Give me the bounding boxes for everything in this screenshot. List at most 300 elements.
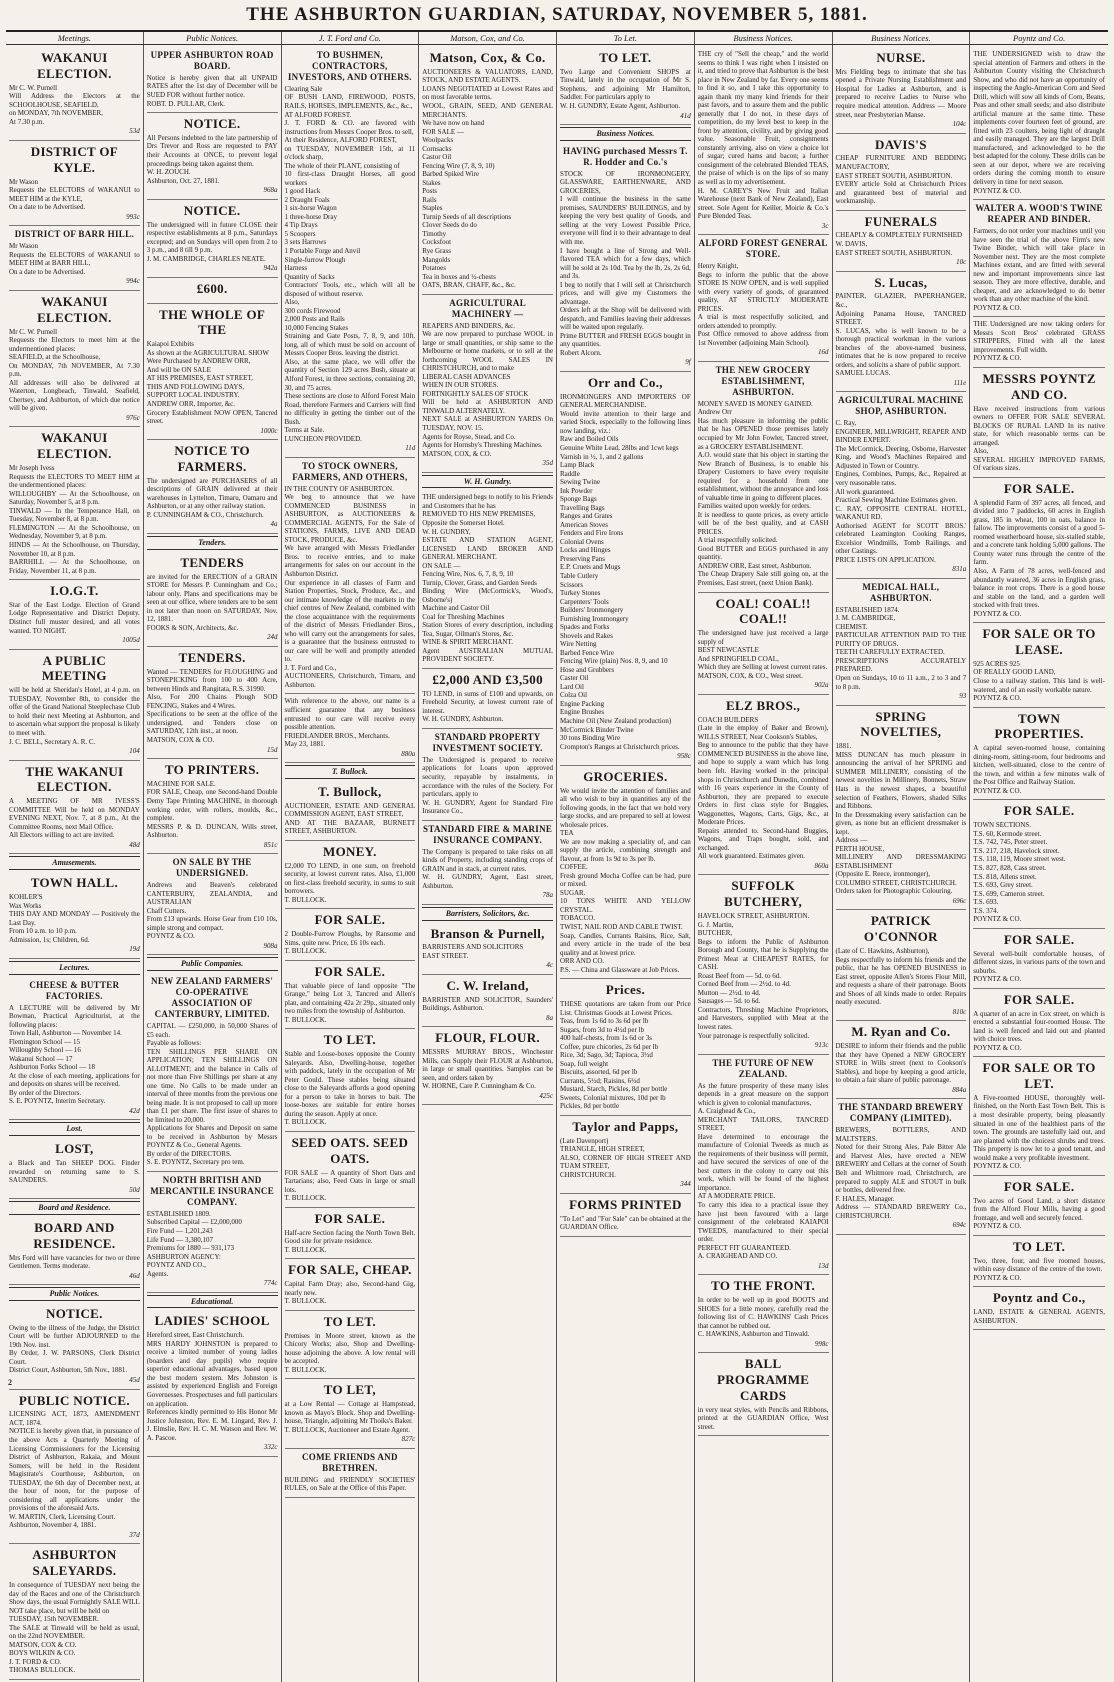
ad-body: IN THE COUNTY OF ASHBURTON. We beg to announce that we have COMMENCED BUSINESS in ASHBURTON, as AUCTIONEERS & COMMERCIAL AGENTS, For the Sale of STATIONS, FARMS, LIVE AND DEAD STOCK, PRODUCE, &c. We have arranged with Messrs Friedlander Bros. to receive entries, and to make arrangements for sales on our account in the Ashburton District. Our experience in all classes of Farm and Station Properties, Stock, Produce, &c., and our intimate knowledge of the markets in the chief centres of New Zealand, combined with the close acquaintance with the requirements of the district of Messrs Friedlander Bros., who will carry out the arrangements for sales, is a guarantee that the business entrusted to our care will be well and promptly attended to. J. T. Ford and Co., AUCTIONEERS, Christchurch, Timaru, and Ashburton. (284, 484, 416, 689)
column-heading: Business Notices. (695, 32, 833, 44)
ad-body: IRONMONGERS AND IMPORTERS OF GENERAL MERCHANDISE. Would invite attention to their large and varied Stock, especially to the following lines now landing, viz.: Raw and Boiled Oils Genuine White Lead, 28lbs and 1cwt kegs Varnish in ½, 1, and 2 gallons Lamp Black Raddle Sewing Twine Ink Powder Sponge Bags Travelling Bags Ranges and Grates American Stoves Fenders and Fire Irons Colonial Ovens Locks and Hinges Preserving Pans E.P. Cruets and Mugs Table Cutlery Scissors Turkey Stones Carpenters' Tools Builders' Ironmongery Furnishing Ironmongery Spades and Forks Shovels and Rakes Wire Netting Barbed Fence Wire Fencing Wire (plain) Nos. 8, 9, and 10 Hose and Grubbers Caster Oil Lard Oil Colza Oil Engine Packing Engine Brushes Machine Oil (New Zealand production) McCormick Binder Twine 30 tons Binding Wire Crompton's Ranges at Christchurch prices. (560, 392, 691, 751)
ad-reference-code: 908a (263, 941, 278, 950)
advertisement (698, 1055, 829, 1276)
ad-body: Mr Joseph Ivess Requests the ELECTORS TO MEET HIM at the undermentioned places: WILLOUGHBY — At the Schoolhouse, on Saturday, November 5, at 8 p.m. TINWALD — In the Temperance Hall, on Tuesday, November 8, at 8 p.m. FLEMINGTON — At the Schoolhouse, on Wednesday, November 9, at 8 p.m. HINDS — At the Schoolhouse, on Thursday, November 10, at 8 p.m. BARRHILL — At the Schoolhouse, on Friday, November 11, at 8 p.m. (9, 464, 140, 575)
ad-body: In order to be well up in good BOOTS and SHOES for a little money, carefully read the following list of C. HAWKINS' Cash Prices that cannot be rubbed out. C. HAWKINS, Ashburton and Tinwald. (697, 1296, 829, 1339)
advertisement (285, 1449, 416, 1498)
ad-body: THE cry of "Sell the cheap," and the world seems to think I was right when I insisted on it, and tried to prove that Ashburton is the best place in New Zealand by far. Every one seems to find it so, and I take this opportunity to again thank my many kind friends for their past favors, and to assure them and the public generally that I do not, in these days of competition, do my level best to keep in the front by attention, civility, and by giving good value. Seasonable Fruit, consignments constantly arriving, also on view a choice lot of sugar; cured hams and bacon; a further consignment of the celebrated Blended TEAS, the praise of which is on the lips of so many as well as in my advertisement. H. M. CAREY'S New Fruit and Italian Warehouse (next Bank of New Zealand), East street. Sole Agent for Keiller, Moirie & Co.'s Pure Blended Teas. (697, 50, 829, 221)
section-heading: Educational. (147, 1295, 278, 1309)
ad-reference-code: 16d (818, 348, 829, 357)
advertisement (698, 593, 829, 695)
ad-body: Kaiapoi Exhibits As shown at the AGRICULTURAL SHOW Were Purchased by ANDREW ORR, And will be ON SALE AT HIS PREMISES, EAST STREET, THIS AND FOLLOWING DAYS, SUPPORT LOCAL INDUSTRY. ANDREW ORR, Importer, &c. Grocery Establishment NOW OPEN, Tancred street. (146, 340, 278, 426)
advertisement (973, 317, 1105, 368)
ad-heading: TO BUSHMEN, CONTRACTORS, INVESTORS, AND OTHERS. (287, 50, 412, 82)
ad-reference-code: 46d (129, 1271, 140, 1280)
section-heading: Lectures. (9, 961, 140, 975)
ad-heading: £2,000 AND £3,500 (432, 672, 543, 688)
column-heading: Poyntz and Co. (1013, 33, 1066, 43)
advertisement (9, 1544, 140, 1680)
ad-reference-code: 976c (126, 413, 140, 422)
advertisement (147, 759, 278, 854)
ad-body: CHEAPLY & COMPLETELY FURNISHED W. DAVIS, EAST STREET SOUTH, ASHBURTON. (835, 231, 963, 257)
ad-reference-code: 10c (956, 258, 967, 267)
advertisement (9, 1138, 140, 1199)
ad-heading: Prices. (605, 982, 646, 998)
ad-body: Premises in Moore street, known as the Chicory Works; also, Shop and Dwelling-house adjoining the above. A low rental will be accepted. T. BULLOCK. (284, 1331, 416, 1374)
ad-reference-code: 45d (129, 1376, 140, 1384)
ad-body: Mr Wason Requests the ELECTORS of WAKANUI to MEET HIM at the KYLE, On a date to be Advertised. (9, 177, 140, 212)
ad-heading: THE STANDARD BREWERY COMPANY (LIMITED). (838, 1102, 964, 1124)
ad-heading: T. Bullock, (318, 783, 382, 799)
ad-heading: FOR SALE. (1003, 1178, 1075, 1194)
ad-heading: HAVING purchased Messrs T. R. Hodder and Co.'s (563, 145, 688, 167)
ad-heading: NOTICE TO FARMERS. (174, 443, 250, 474)
ad-heading: MEDICAL HALL, ASHBURTON. (862, 581, 940, 603)
advertisement (285, 909, 416, 960)
ad-heading: MONEY. (323, 843, 377, 859)
advertisement (147, 440, 278, 534)
section-heading: Public Notices. (9, 1287, 140, 1301)
ad-heading: ALFORD FOREST GENERAL STORE. (698, 238, 828, 260)
advertisement (973, 47, 1105, 200)
ad-reference-code: 53d (129, 127, 140, 136)
section-heading: Barristers, Solicitors, &c. (422, 907, 553, 921)
ad-heading: TO LET. (1013, 1238, 1066, 1254)
ad-body: Mr C. W. Purnell Will Address the Electors at the SCHOOLHOUSE, SEAFIELD, on MONDAY, 7th NOVEMBER, At 7.30 p.m. (9, 83, 140, 126)
ad-body: STOCK OF IRONMONGERY, GLASSWARE, EARTHENWARE, AND GROCERIES, I will continue the business in the same premises, SAUNDERS' BUILDINGS, and by keeping the very best quality of Goods, and selling at the very Lowest Possible Price, everyone will find it to their advantage to deal with me. I have bought a line of Strong and Well-flavored TEA which for a few days, which will be sold at 2s 10d. Tea by the lb, 2s, 2s 6d, and 3s. I beg to notify that I will sell at Christchurch prices, and will give my Customers the advantage. Orders left at the Shop will be delivered with despatch, and Families leaving their addresses will be waited upon regularly. Prime BUTTER and FRESH EGGS bought in any quantities. Robert Alcorn. (560, 169, 691, 357)
ad-body: LAND, ESTATE & GENERAL AGENTS, ASHBURTON. (973, 1308, 1105, 1325)
ad-reference-code: 41d (680, 111, 691, 120)
advertisement (147, 113, 278, 200)
ad-body: ESTABLISHED 1809. Subscribed Capital — £2,000,000 Fire Fund — 1,201,243 Life Fund — 3,380,107 Premiums for 1880 — 931,173 ASHBURTON AGENCY: POYNTZ AND CO., Agents. (146, 1209, 242, 1278)
ad-body: C. Ray, ENGINEER, MILLWRIGHT, REAPER AND BINDER EXPERT. The McCormick, Deering, Osborne, Harvester King, and Wood's Machines Repaired and Adjusted in Town or Country. Engines, Combines, Pumps, &c., Repaired at very reasonable rates. All work guaranteed. Practical Sewing Machine Estimates given. C. RAY, OPPOSITE CENTRAL HOTEL, WAKANUI RD. Authorised AGENT for SCOTT BROS.' celebrated Leamington Cooking Ranges, Excelsior Windmills, Tomb Railings, and other Castings. PRICE LISTS ON APPLICATION. (835, 419, 967, 564)
ad-reference-code: 913c (814, 1041, 829, 1050)
ad-heading: NOTICE. (183, 116, 241, 132)
ad-reference-code: 884a (952, 1085, 967, 1094)
ad-body: With reference to the above, our name is a sufficient guarantee that any business entrusted to our care will receive every possible attention. FRIEDLANDER BROS., Merchants. May 23, 1881. (284, 697, 416, 749)
ad-reference-code: 968a (263, 186, 278, 195)
ad-heading: TO PRINTERS. (164, 762, 260, 778)
advertisement (9, 1303, 140, 1390)
ad-heading: Taylor and Papps, (572, 1118, 679, 1134)
advertisement (422, 490, 553, 669)
ad-body: BARRISTERS AND SOLICITORS EAST STREET. (422, 943, 524, 960)
ad-body: Henry Knight, Begs to inform the public that the above STORE IS NOW OPEN, and is well supplied with every variety of goods, of guaranteed quality, AT STRICTLY MODERATE PRICES. A trial is most respectfully solicited, and orders attended to promptly. Post Office removed to above address from 1st November (adjoining Main School). (697, 262, 829, 347)
ad-reference-code: 860a (814, 861, 829, 870)
ad-body: Two Large and Convenient SHOPS at Tinwald, lately in the occupation of Mr S. Stephens, and adjoining Mr Hamilton, Saddler. For particulars apply to W. H. GUNDRY, Estate Agent, Ashburton. (560, 67, 691, 110)
ad-body: A capital seven-roomed house, containing dining-room, sitting-room, four bedrooms and kitchen, well-situated, close to the centre of the town, and within a few minutes walk of the Post Office and Railway Station. POYNTZ & CO. (973, 744, 1105, 795)
advertisement (147, 200, 278, 278)
column-heading: Public Notices. (144, 32, 282, 44)
ad-body: "To Let" and "For Sale" can be obtained at the GUARDIAN Office. (560, 1214, 691, 1232)
advertisement (285, 1311, 416, 1380)
advertisement (973, 1236, 1105, 1287)
column-3 (282, 45, 420, 1682)
ad-heading: FOR SALE. (1003, 931, 1075, 947)
section-heading: Public Companies. (147, 957, 278, 971)
ad-heading: NOTICE. (46, 1305, 103, 1321)
advertisement (836, 706, 967, 911)
ad-reference-code: 4c (546, 961, 553, 970)
ad-body: are invited for the ERECTION of a GRAIN STORE for Messrs P. Cunningham and Co.; labour only. Plans and specifications may be seen at our office, where tenders are to be sent in not later than noon on SATURDAY, Nov. 12, 1881. FOOKS & SON, Architects, &c. (146, 572, 278, 632)
ad-heading: TO LET. (323, 1032, 376, 1048)
ad-heading: FOR SALE, CHEAP. (288, 1262, 412, 1278)
ad-reference-code: 851c (263, 840, 278, 849)
ad-reference-code: 19d (129, 945, 140, 954)
advertisement (560, 372, 691, 766)
advertisement (836, 47, 967, 134)
ad-heading: FLOUR, FLOUR. (435, 1030, 540, 1046)
ad-body: LICENSING ACT, 1873, AMENDMENT ACT, 1874. NOTICE is hereby given that, in pursuance of the above Acts a Quarterly Meeting of Licensing Commissioners for the Licensing District of Ashburton, Rakaia, and Mount Somers, will be held in the Resident Magistrate's Courthouse, Ashburton, on TUESDAY, the 6th day of December next, at the hour of noon, for the purpose of considering all applications under the provisions of the aforesaid Acts. W. MARTIN, Clerk, Licensing Court. Ashburton, November 4, 1881. (9, 1410, 140, 1530)
ad-body: Half-acre Section facing the North Town Belt. Good site for private residence. T. BULLOCK. (284, 1228, 416, 1254)
advertisement (9, 977, 140, 1121)
ad-heading: SPRING NOVELTIES, (860, 708, 942, 740)
ad-reference-code: 902a (814, 681, 829, 690)
ad-heading: TENDERS (180, 554, 244, 570)
ad-body: HAVELOCK STREET, ASHBURTON. G. J. Martin, BUTCHER, Begs to inform the Public of Ashburton Borough and County, that he is Supplying the Primest Meat at CHEAPEST RATES, for CASH. Roast Beef from — 5d. to 6d. Corned Beef from — 2½d. to 4d. Mutton — 2½d. to 4d. Sausages — 5d. to 6d. Contractors, Threshing Machine Proprietors, and Harvesters, supplied with Meat at the lowest rates. Your patronage is respectfully solicited. (697, 912, 829, 1040)
ad-reference-code: 810c (952, 1007, 967, 1016)
column-heading: Matson, Cox, and Co. (419, 32, 557, 44)
ad-heading: Orr and Co., (587, 374, 663, 390)
ad-body: Two acres of Good Land, a short distance from the Alford Flour Mills, having a good frontage, and well and securely fenced. POYNTZ & CO. (973, 1196, 1105, 1231)
advertisement (973, 1176, 1105, 1236)
ad-body: CAPITAL — £250,000, in 50,000 Shares of £5 each. Payable as follows: TEN SHILLINGS PER SHARE ON APPLICATION; TEN SHILLINGS ON ALLOTMENT; and the balance in Calls of not more than Five Shillings per share at any one time. No Calls to be made under an interval of three months from the previous one being made. It is not proposed to call up more than £1 per share. The first issue of shares to be limited to 20,000. Applications for Shares and Deposit on same to be received in Ashburton by Messrs POYNTZ & Co., General Agents. By order of the DIRECTORS. S. E. POYNTZ, Secretary pro tem. (146, 1021, 278, 1167)
ad-body: BUILDING and FRIENDLY SOCIETIES' RULES, on Sale at the Office of this Paper. (284, 1475, 416, 1493)
ad-body: ESTABLISHED 1874. J. M. CAMBRIDGE, CHEMIST. PARTICULAR ATTENTION PAID TO THE PURITY OF DRUGS. TEETH CAREFULLY EXTRACTED. PRESCRIPTIONS ACCURATELY PREPARED. Open on Sundays, 10 to 11 a.m., 2 to 3 and 7 to 8 p.m. (835, 605, 967, 691)
advertisement (285, 1379, 416, 1449)
ad-reference-code: 1000c (260, 426, 278, 435)
ad-heading: THE NEW GROCERY ESTABLISHMENT, ASHBURTON. (715, 364, 811, 397)
ad-reference-code: 104 (129, 747, 140, 756)
advertisement (560, 766, 691, 980)
ad-body: Have received instructions from various owners to OFFER FOR SALE SEVERAL BLOCKS OF RURAL LAND In its native state, for which reasonable terms can be arranged. Also, SEVERAL HIGHLY IMPROVED FARMS, Of various sizes. (973, 404, 1105, 473)
ad-reference-code: 48d (129, 840, 140, 849)
advertisement (698, 1275, 829, 1353)
ad-reference-code: 4a (270, 520, 278, 529)
ad-heading: AGRICULTURAL MACHINE SHOP, ASHBURTON. (838, 395, 964, 417)
ad-heading: Poyntz and Co., (992, 1290, 1086, 1306)
ad-body: CHEAP FURNITURE AND BEDDING MANUFACTORY, EAST STREET SOUTH, ASHBURTON. EVERY article Sold at Christchurch Prices and guaranteed best of material and workmanship. (835, 154, 967, 206)
column-headings (6, 32, 1108, 45)
ad-body: Mrs Ford will have vacancies for two or three Gentlemen. Terms moderate. (9, 1253, 140, 1271)
ad-body: Two, three, four, and five roomed houses, within easy distance of the centre of the town. POYNTZ & CO. (973, 1256, 1105, 1282)
ad-reference-code: 37d (129, 1530, 140, 1539)
ad-heading: DISTRICT OF BARR HILL. (14, 229, 134, 240)
ad-heading: FOR SALE. (1003, 803, 1075, 819)
advertisement (422, 975, 553, 1027)
advertisement (285, 1029, 416, 1132)
column-8 (970, 45, 1108, 1682)
ad-body: Mr Wason Requests the ELECTORS of WAKANUI to MEET HIM at BARR HILL, On a date to be Advertised. (9, 242, 140, 276)
ad-heading: TO STOCK OWNERS, FARMERS, AND OTHERS, (292, 460, 408, 482)
ad-heading: ELZ BROS., (726, 697, 801, 713)
ad-body: PAINTER, GLAZIER, PAPERHANGER, &c., Adjoining Panama House, TANCRED STREET. S. LUCAS, who is well known to be a thorough practical workman in the various branches of the above-named business, intimates that he is now prepared to receive orders, and solicits a share of public support. SAMUEL LUCAS. (835, 292, 967, 378)
column-heading: J. T. Ford and Co. (282, 32, 420, 44)
ad-body: at a Low Rental — Cottage at Hampstead, known as Mayo's Block. Shop and Dwelling-house, Triangle, adjoining Mr Thoiks's Baker. T. BULLOCK, Auctioneer and Estate Agent. (284, 1400, 416, 1434)
ad-body: MACHINE FOR SALE. FOR SALE, Cheap, one Second-hand Double Demy Tape Printing MACHINE, in thorough working order, with rollers, moulds, &c., complete. MESSRS P. & D. DUNCAN, Wills street, Ashburton. (146, 779, 278, 840)
ad-reference-code: 831a (952, 565, 967, 574)
ad-body: THE Undersigned are now taking orders for Messrs Scott Bros' celebrated GRASS STRIPPERS, Fitted with all the latest improvements. Full width. POYNTZ & CO. (973, 320, 1105, 363)
ad-body: That valuable piece of land opposite "The Grange," being Lot 3, Tancred and Allen's plan, and containing 42a 2r 29p., situated only two miles from the township of Ashburton. T. BULLOCK. (284, 981, 416, 1024)
ad-body: AUCTIONEER, ESTATE AND GENERAL COMMISSION AGENT, EAST STREET, AND AT THE BAZAAR, BURNETT STREET, ASHBURTON. (284, 801, 416, 836)
advertisement (285, 1208, 416, 1259)
ad-reference-code: 111e (953, 378, 967, 387)
ad-reference-code: 994c (126, 277, 140, 286)
ad-body: Capital Farm Dray; also, Second-hand Gig, nearly new. T. BULLOCK. (284, 1280, 416, 1306)
advertisement (285, 694, 416, 763)
ad-body: Mrs Fielding begs to intimate that she has opened a Private Nursing Establishment and Hospital for Ladies at Ashburton, and is prepared to receive Ladies to Nurse who require medical attention. Address — Moore street, near Presbyterian Manse. (835, 67, 967, 119)
ad-heading: PATRICK O'CONNOR (863, 913, 938, 945)
ad-body: MESSRS MURRAY BROS., Winchester Mills, can Supply their FLOUR at Ashburton, in large or small quantities. Samples can be seen, and orders taken by W. HORNE, Care P. Cunningham & Co. (422, 1048, 553, 1091)
section-heading: T. Bullock. (285, 765, 416, 779)
ad-body: 2 Double-Furrow Ploughs, by Ransome and Sims, quite new. Price, £6 10s each. T. BULLOCK. (284, 930, 416, 956)
advertisement (836, 910, 967, 1021)
ad-heading: PUBLIC NOTICE. (18, 1392, 130, 1408)
ad-heading: £600. (196, 280, 228, 296)
advertisement (698, 875, 829, 1054)
ad-reference-code: 774c (263, 1279, 278, 1288)
ad-body: The undersigned will in future CLOSE their respective establishments at 8 p.m., Saturdays excepted; and on Sundays will open from 2 to 3 p.m., and 8 till 9 p.m. J. M. CAMBRIDGE, CHARLES NEATE. (146, 220, 278, 263)
columns (6, 45, 1108, 1675)
advertisement (147, 552, 278, 647)
advertisement (560, 1116, 691, 1194)
column-4 (419, 45, 557, 1682)
ad-heading: COME FRIENDS AND BRETHREN. (301, 1451, 398, 1473)
ad-body: Hereford street, East Christchurch. MRS HARDY JOHNSTON is prepared to receive a limited number of young ladies (boarders and day pupils) who require superior educational advantages, based upon the best modern system. Mrs Johnston is assisted by experienced English and Foreign Governesses. Prospectuses and full particulars on application. References kindly permitted to His Honor Mr Justice Johnston, Rev. E. M. Lingard, Rev. J. J. Elmslie, Rev. H. C. M. Watson and Rev. W. A. Pascoe. (146, 1331, 278, 1442)
ad-heading: WALTER A. WOOD'S TWINE REAPER AND BINDER. (975, 203, 1103, 224)
ad-heading: FOR SALE. (314, 912, 386, 928)
ad-heading: STANDARD FIRE & MARINE INSURANCE COMPANY. (423, 823, 553, 845)
advertisement (285, 841, 416, 910)
ad-reference-code: 942a (263, 264, 278, 273)
advertisement (422, 729, 553, 821)
ad-heading: TOWN HALL. (30, 875, 119, 891)
ad-heading: NEW ZEALAND FARMERS' CO-OPERATIVE ASSOCIATION OF CANTERBURY, LIMITED. (151, 976, 274, 1019)
ad-heading: WAKANUI ELECTION. (37, 430, 112, 462)
advertisement (973, 1287, 1105, 1330)
ad-body: Mr C. W. Purnell Requests the Electors to meet him at the undermentioned places: SEAFIELD, at the Schoolhouse, On MONDAY, 7th NOVEMBER, At 7.30 p.m. All addresses will also be delivered at Waterton, Longbeach, Tinwald, Seafield, Chertsey, and Ashburton, of which due notice will be given. (9, 327, 140, 413)
ad-heading: TENDERS. (178, 649, 246, 665)
ad-body: Stable and Loose-boxes opposite the County Saleyards. Also, Dwelling-house, together with paddock, lately in the occupation of Mr Peter Gould. These stables being situated close to the Saleyards affords a good opening for a person to take in horses to bait. The loose-boxes are suitable for entire horses during the season. Apply at once. T. BULLOCK. (284, 1050, 416, 1127)
section-heading: Tenders. (147, 536, 278, 550)
advertisement (422, 295, 553, 473)
ad-heading: BALL PROGRAMME CARDS (717, 1356, 810, 1403)
advertisement (422, 821, 553, 905)
advertisement (9, 1390, 140, 1545)
advertisement (973, 200, 1105, 317)
ad-body: The Company is prepared to take risks on all kinds of Property, including standing crops of GRAIN and in stack, at current rates. W. H. GUNDRY, Agent, East street, Ashburton. (422, 847, 553, 890)
masthead: THE ASHBURTON GUARDIAN, SATURDAY, NOVEMBER 5, 1881. (6, 0, 1108, 32)
ad-body: Owing to the illness of the Judge, the District Court will be further ADJOURNED to the 19th Nov. inst. By Order, J. W. PARSONS, Clerk District Court. District Court, Ashburton, 5th Nov., 1881. (9, 1323, 140, 1375)
advertisement (285, 1132, 416, 1208)
ad-heading: NOTICE. (183, 202, 241, 218)
advertisement (973, 989, 1105, 1058)
advertisement (422, 47, 553, 295)
ad-heading: STANDARD PROPERTY INVESTMENT SOCIETY. (432, 732, 543, 753)
advertisement (698, 1353, 829, 1436)
ad-body: A LECTURE will be delivered by Mr Bowman, Practical Agriculturist, at the following places: Town Hall, Ashburton — November 14. Flemington School — 15 Willoughby School — 16 Wakanui School — 17 Ashburton Forks School — 18 At the close of each meeting, applications for and deposits on shares will be received. By order of the Directors. S. E. POYNTZ, Interim Secretary. (9, 1003, 140, 1106)
ad-heading: FOR SALE. (1003, 480, 1075, 496)
ad-body: KOHLER'S Wax Works THIS DAY AND MONDAY — Positively the Last Day. From 10 a.m. to 10 p.m. Admission, 1s; Children, 6d. (9, 893, 140, 944)
advertisement (9, 47, 140, 141)
advertisement (698, 47, 829, 235)
advertisement (836, 134, 967, 211)
advertisement (836, 1099, 967, 1234)
column-7 (833, 45, 971, 1682)
ad-body: Clearing Sale OF BUSH LAND, FIREWOOD, POSTS, RAILS, HORSES, IMPLEMENTS, &c., &c., AT ALFORD FOREST. J. T. FORD & CO. are favored with instructions from Messrs Cooper Bros. to sell, At their Residence, ALFORD FOREST, on TUESDAY, NOVEMBER 15th, at 11 o'clock sharp, The whole of their PLANT, consisting of 10 first-class Draught Horses, all good workers 1 good Hack 2 Draught Foals 1 six-horse Wagon 1 three-horse Dray 4 Tip Drays 5 Scoopers 3 sets Harrows 1 Portable Forge and Anvil Single-furrow Plough Harness Quantity of Sacks Contractors' Tools, etc., which will all be disposed of without reserve. Also, 300 cords Firewood 2,000 Posts and Rails 10,000 Fencing Stakes Straining and Gate Posts, 7, 8, 9, and 10ft. long, all of which must be sold on account of Messrs Cooper Bros. leaving the district. Also, at the same place, we will offer the quantity of Section 129 acres Bush, situate at Alford Forest, in three sections, containing 20, 30, and 75 acres. These sections are close to Alford Forest Main Road, therefore Farmers and Carriers will find no difficulty in getting the timber out of the Bush. Terms at Sale. LUNCHEON PROVIDED. (284, 84, 416, 443)
advertisement (698, 362, 829, 593)
ad-body: Star of the East Lodge. Election of Grand Lodge Representative and District Deputy. Distinct full muster desired, and all votes wanted. TO NIGHT. (9, 600, 140, 635)
ad-heading: AGRICULTURAL MACHINERY — (449, 297, 527, 319)
ad-heading: Branson & Purnell, (430, 925, 545, 941)
ad-body: 1881. MISS DUNCAN has much pleasure in announcing the arrival of her SPRING and SUMMER MILLINERY, consisting of the newest novelties in Millinery, Bonnets, Straw Hats in the newest shapes, a beautiful selection of Feathers, Flowers, shaded Silks and Ribbons. In the Dressmaking every satisfaction can be given, as none but an efficient dressmaker is kept. Address — PERTH HOUSE, MILLINERY AND DRESSMAKING ESTABLISHMENT (Opposite E. Reece, ironmonger), COLUMBO STREET, CHRISTCHURCH. Orders taken for Photographic Colouring. (835, 742, 967, 896)
ad-body: Farmers, do not order your machines until you have seen the trial of the above Firm's new Twine Binder, which will take place in November next. They are the most complete Machines extant, and are fitted with several new and important improvements since last season. They are more effective, durable, and cheaper, and are acknowledged to do better work than any other machine of the kind. POYNTZ & CO. (973, 226, 1105, 312)
ad-reference-code: 15d (267, 745, 278, 754)
ad-reference-code: 425c (539, 1091, 553, 1100)
ad-body: DESIRE to inform their friends and the public that they have Opened a NEW GROCERY STORE in Wills street (next to Cookson's Stables), and hope by keeping a good article, to obtain a fair share of public patronage. (835, 1042, 967, 1085)
ad-heading: TO THE FRONT. (711, 1278, 816, 1294)
ad-heading: THE WAKANUI ELECTION. (25, 763, 124, 795)
ad-reference-code: 332c (263, 1443, 278, 1452)
ad-body: Andrews and Beaven's celebrated CANTERBURY, ZEALANDIA, and AUSTRALIAN Chaff Cutters. From £13 upwards. Horse Gear from £10 10s, simple strong and compact. POYNTZ & CO. (146, 881, 278, 941)
ad-reference-code: 78a (542, 891, 553, 900)
ad-body: TO LEND, in sums of £100 and upwards, on Freehold Security, at lowest current rate of interest. W. H. GUNDRY, Ashburton. (422, 689, 553, 724)
advertisement (147, 304, 278, 441)
ad-body: A Five-roomed HOUSE, thoroughly well-finished, on the North East Town Belt. This is a most desirable property, being pleasantly situated in one of the healthiest parts of the town. The grounds are tastefully laid out, and are planted with the choicest shrubs and trees. This property is now let to a good tenant, and would make a very profitable investment. POYNTZ & CO. (973, 1093, 1105, 1171)
ad-reference-code: 993c (126, 212, 140, 221)
advertisement (560, 1194, 691, 1237)
ad-body: THESE quotations are taken from our Price List. Christmas Goods at Lowest Prices. Teas, from 1s 6d to 3s 6d per lb Sugars, from 3d to 4½d per lb 400 half-chests, from 1s 6d or 3s Coffee, pure chicories, 2s 6d per lb Rice, 3d; Sago, 3d; Tapioca, 3½d Soap, full weight Biscuits, assorted, 6d per lb Currants, 5½d; Raisins, 6½d Mustard, Starch, Pickles, 8d per bottle Sweets, Colonial mixtures, 10d per lb Pickles, 8d per bottle (560, 1000, 691, 1111)
ad-body: (Late Davenport) TRIANGLE, HIGH STREET, ALSO, CORNER OF HIGH STREET AND TUAM STREET, CHRISTCHURCH. (560, 1136, 691, 1179)
ad-reference-code: 3c (821, 221, 829, 230)
ad-body: £2,000 TO LEND, in one sum, on freehold security, at lowest current rates. Also, £1,000 on first-class freehold security, in sums to suit borrowers. T. BULLOCK. (284, 861, 416, 904)
ad-reference-code: 35d (542, 459, 553, 468)
ad-body: BREWERS, BOTTLERS, AND MALTSTERS. Noted for their Strong Ales, Pale Bitter Ale and Harvest Ales, have erected a NEW BREWERY and Cellars at the corner of South Belt and Whitmore road, Christchurch, are prepared to supply ALE and STOUT in bulk or bottles, delivered free. F. HALES, Manager. Address — STANDARD BREWERY Co., CHRISTCHURCH. (835, 1126, 967, 1220)
ad-heading: LOST, (55, 1141, 94, 1157)
column-heading: Business Notices. (833, 32, 971, 44)
ad-body: AUCTIONEERS & VALUATORS, LAND, STOCK, AND ESTATE AGENTS. LOANS NEGOTIATED at Lowest Rates and on most favorable terms. WOOL, GRAIN, SEED, AND GENERAL MERCHANTS. We have now on hand FOR SALE — Woolpacks Cornsacks Castor Oil Fencing Wire (7, 8, 9, 10) Barbed Spiked Wire Stakes Posts Rails Staples Turnip Seeds of all descriptions Clover Seeds do do Timothy Cocksfoot Rye Grass Mangolds Potatoes Tea in boxes and ½-chests OATS, BRAN, CHAFF, &c., &c. (422, 67, 553, 290)
ad-heading: TO LET. (323, 1313, 376, 1329)
ad-heading: FOR SALE OR TO LEASE. (982, 626, 1096, 658)
ad-body: THE UNDERSIGNED wish to draw the special attention of Farmers and others in the Ashburton County visiting the Christchurch Show, and who did not have an opportunity of inspecting the Anglo-American Corn and Seed Drill, which will sow all kinds of Corn, Beans, Peas and other small seeds; and also distribute artificial manure at the same time. These implements cover fourteen feet of ground, are fitted with 23 coulters, being light of draught and easily managed. They are the largest Drill manufactured, and acknowledged to be the best adapted for the colony. These drills can be seen at our depot, where we are receiving orders during the coming month to ensure delivery in time for next season. POYNTZ & CO. (973, 50, 1105, 195)
advertisement (9, 580, 140, 650)
ad-heading: UPPER ASHBURTON ROAD BOARD. (150, 50, 274, 71)
ad-body: will be held at Sheridan's Hotel, at 4 p.m. on TUESDAY, November 8th, to consider the offer of the Grand National Steeplechase Club to hold their next Meeting at Ashburton, and to ascertain what support the proposal is likely to meet with. J. C. BELL, Secretary A. R. C. (9, 686, 140, 746)
ad-body: MONEY SAVED IS MONEY GAINED. Andrew Orr Has much pleasure in informing the public that he has OPENED those premises lately occupied by Mr John Fowler, Tancred street, as a GROCERY ESTABLISHMENT. A.O. would state that his object in starting the New Branch of Business, is to enable his Drapery Customers to have every requisite required for a household from one establishment, without the annoyance and loss of valuable time in going to different places. Families waited upon weekly for orders. It is needless to quote prices, as every article will be of the best quality, and at CASH PRICES. A trial respectfully solicited. Good BUTTER and EGGS purchased in any quantity. ANDREW ORR, East street, Ashburton. The Cheap Drapery Sale still going on, at the Premises, East street, (next Union Bank). (697, 399, 829, 587)
ad-reference-code: 998c (814, 1339, 829, 1348)
advertisement (698, 695, 829, 875)
ad-heading: NURSE. (876, 50, 926, 65)
ad-heading: SEED OATS. SEED OATS. (291, 1135, 409, 1166)
ad-body: As the future prosperity of these many isles depends in a great measure on the support which is given to colonial manufactures, A. Craighead & Co., MERCHANT TAILORS, TANCRED STREET, Have determined to encourage the manufacture of Colonial Tweeds as much as the requirements of their business will permit, and have secured the services of one of the best cutters in the colony to carry out this work, which will be found of the highest importance. AT A MODERATE PRICE. To carry this idea to a practical issue they have just been favoured with a large consignment of the celebrated KAIAPOI TWEEDS, manufactured to their special order. PERFECT FIT GUARANTEED. A. CRAIGHEAD AND CO. (697, 1081, 829, 1261)
advertisement (973, 478, 1105, 623)
ad-body: Wanted — TENDERS for FLOUGHING and STONEPICKING from 100 to 400 Acre, between Hinds and Rangitata, R.S. 31990. Also, For 200 Chains Plough SOD FENCING, Stakes and 4 Wires. Specifications to be seen at the office of the undersigned, and Tenders close on SATURDAY, 12th inst., at noon. MATSON, COX & CO. (146, 667, 278, 744)
ad-heading: DAVIS'S (875, 136, 927, 152)
advertisement (836, 211, 967, 272)
ad-body: A quarter of an acre in Cox street, on which is erected a substantial four-roomed House. The land is well fenced and laid out and planted with choice trees. POYNTZ & CO. (973, 1009, 1105, 1052)
ad-heading: FORMS PRINTED (569, 1197, 682, 1213)
advertisement (147, 647, 278, 759)
advertisement (560, 979, 691, 1116)
advertisement (285, 961, 416, 1030)
advertisement (9, 141, 140, 226)
advertisement (973, 708, 1105, 801)
column-2 (144, 45, 282, 1682)
advertisement (147, 1172, 278, 1293)
ad-reference-code: 694c (952, 1221, 967, 1230)
advertisement (147, 854, 278, 955)
ad-heading: TO LET. (599, 50, 652, 65)
advertisement (9, 1217, 140, 1285)
ad-body: a Black and Tan SHEEP DOG. Finder rewarded on returning same to S. SAUNDERS. (9, 1159, 140, 1185)
advertisement (9, 427, 140, 580)
advertisement (285, 458, 416, 695)
ad-heading: FOR SALE. (314, 963, 386, 979)
advertisement (973, 929, 1105, 989)
advertisement (836, 272, 967, 393)
ad-reference-code: 13d (818, 1261, 829, 1270)
ad-body: Several well-built comfortable houses, of different sizes, in various parts of the town and suburbs. POYNTZ & CO. (973, 949, 1105, 984)
ad-reference-code: 42d (129, 1106, 140, 1115)
advertisement (147, 278, 278, 304)
ad-body: The undersigned are PURCHASERS of all descriptions of GRAIN delivered at their warehouses in Lyttelton, Timaru, Oamaru and Ashburton, or at any other railway station. P. CUNNINGHAM & CO., Christchurch. (146, 476, 278, 519)
ad-body: A MEETING OF MR IVESS'S COMMITTEE Will be held on MONDAY EVENING NEXT, Nov. 7, at 8 p.m., At the Committee Rooms, next Mail Office. All Electors willing to act are invited. (9, 797, 140, 840)
section-heading: Lost. (9, 1122, 140, 1136)
ad-reference-code: 9f (685, 358, 691, 367)
ad-reference-code: 93 (959, 692, 967, 701)
ad-heading: I.O.G.T. (50, 583, 99, 599)
ad-heading: A PUBLIC MEETING (41, 652, 107, 684)
advertisement (836, 1021, 967, 1099)
ad-heading: FOR SALE OR TO LET. (982, 1060, 1096, 1092)
column-heading: Meetings. (6, 32, 144, 44)
advertisement (836, 579, 967, 706)
ad-body: The Undersigned is prepared to receive applications for Loans upon approved security, repayable by instalments, in accordance with the rules of the Society. For particulars, apply to W. H. GUNDRY, Agent for Standard Fire Insurance Co., (422, 755, 553, 816)
ad-body: COACH BUILDERS (Late in the employ of Baker and Brown), WILLS STREET, Near Cookson's Stables, Beg to announce to the public that they have COMMENCED BUSINESS in the above line, and hope to supply a want which has long been felt. Having worked in the principal shops in Christchurch and Dunedin, combined with 16 years experience in the County of Ashburton, they are prepared to execute Orders in first class style for Buggies, Waggonettes, Wagons, Carts, Gigs, &c., at Moderate Prices. Repairs attended to. Second-hand Buggies, Wagons, and Traps bought, sold, and exchanged. All work guaranteed. Estimates given. (697, 715, 829, 861)
ad-reference-code: 8a (546, 1013, 553, 1022)
ad-heading: BOARD AND RESIDENCE. (33, 1219, 116, 1251)
advertisement (147, 973, 278, 1172)
advertisement (9, 872, 140, 959)
ad-heading: FOR SALE. (314, 1210, 386, 1226)
ad-heading: ON SALE BY THE UNDERSIGNED. (172, 857, 252, 879)
ad-reference-code: 1005d (122, 636, 140, 645)
ad-reference-code: 50d (129, 1185, 140, 1194)
ad-heading: FUNERALS (864, 213, 938, 229)
ad-heading: C. W. Ireland, (446, 977, 529, 993)
ad-heading: ASHBURTON SALEYARDS. (32, 1547, 117, 1579)
ad-reference-code: 880a (401, 749, 416, 758)
ad-heading: COAL! COAL!! COAL!! (715, 595, 811, 627)
advertisement (9, 761, 140, 855)
column-1 (6, 45, 144, 1682)
ad-body: FOR SALE — A quantity of Short Oats and Tartarians; also, Feed Oats in large or small lots. T. BULLOCK. (284, 1168, 416, 1203)
section-heading: Board and Residence. (9, 1201, 140, 1215)
ad-body: TOWN SECTIONS. T.S. 60, Kermode street. T.S. 742, 745, Peter street. T.S. 217, 218, Havelock street. T.S. 118, 119, Moore street west. T.S. 827, 828, Cass street. T.S. 818, Allens street. T.S. 693, Grey street. T.S. 699, Cameron street. T.S. 693. T.S. 374. POYNTZ & CO. (973, 821, 1066, 924)
ad-body: All Persons indebted to the late partnership of Drs Trevor and Ross are requested to PAY their Accounts at ONCE, to prevent legal proceedings being taken against them. W. H. ZOUCH. Ashburton, Oct. 27, 1881. (146, 133, 278, 185)
ad-reference-code: 104c (952, 120, 967, 129)
ad-reference-code: 344 (680, 1180, 691, 1189)
ad-body: In consequence of TUESDAY next being the day of the Races and one of the Christchurch Show days, the usual Fortnightly SALE WILL NOT take place, but will be held on TUESDAY, 15th NOVEMBER. The SALE at Tinwald will be held as usual, on the 22nd NOVEMBER. MATSON, COX & CO. BOYS WILKIN & CO. J. T. FORD & CO. THOMAS BULLOCK. (9, 1581, 140, 1675)
advertisement (9, 650, 140, 761)
advertisement (973, 800, 1105, 928)
advertisement (422, 669, 553, 729)
ad-reference-code: 958c (677, 752, 691, 761)
ad-body: Notice is hereby given that all UNPAID RATES after the 1st day of December will be SUED FOR without further notice. ROBT. D. PULLAR, Clerk. (146, 73, 278, 108)
advertisement (973, 368, 1105, 478)
ad-heading: S. Lucas, (874, 274, 928, 290)
column-6 (695, 45, 833, 1682)
